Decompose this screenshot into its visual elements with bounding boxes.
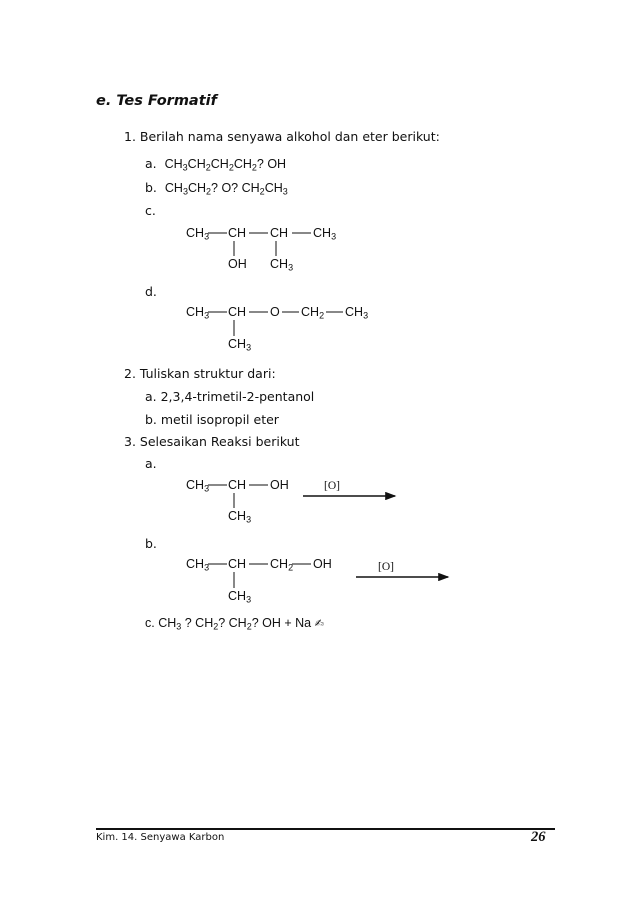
q3a-reagent: [O] xyxy=(324,480,340,492)
q2b-text: b. metil isopropil eter xyxy=(145,412,279,427)
q1a-chem: $CH_3CH_2CH_2CH_2$? OH xyxy=(164,157,287,173)
q3b-ch2: $CH_2$ xyxy=(270,557,294,573)
q1d-ch: CH xyxy=(228,305,247,319)
q1b-label: b. xyxy=(145,180,157,195)
q3a-ch3-left: $CH_3$ xyxy=(186,478,210,494)
footer-rule xyxy=(96,828,555,830)
q1c-ch-2: CH xyxy=(270,226,289,240)
q3a-oh: OH xyxy=(270,478,289,492)
footer-chapter: Kim. 14. Senyawa Karbon xyxy=(96,832,225,843)
q3a-label: a. xyxy=(145,456,157,471)
q3b-ch3-branch: $CH_3$ xyxy=(228,589,252,605)
q3b-ch: CH xyxy=(228,557,247,571)
q1d-ch2: $CH_2$ xyxy=(301,305,325,321)
q1d-o: O xyxy=(270,305,280,319)
q3b-label: b. xyxy=(145,536,157,551)
question-1-text: 1. Berilah nama senyawa alkohol dan eter berikut: xyxy=(124,129,440,144)
q1c-ch3-right: $CH_3$ xyxy=(313,226,337,242)
q1c-ch3-branch: $CH_3$ xyxy=(270,257,294,273)
q1b-chem: $CH_3CH_2$? O? $CH_2CH_3$ xyxy=(164,181,288,197)
q2a-text: a. 2,3,4-trimetil-2-pentanol xyxy=(145,389,315,404)
q1d-ch3-left: $CH_3$ xyxy=(186,305,210,321)
q1d-ch3-right: $CH_3$ xyxy=(345,305,369,321)
q3a-ch3-branch: $CH_3$ xyxy=(228,509,252,525)
q3b-ch3-left: $CH_3$ xyxy=(186,557,210,573)
question-3-text: 3. Selesaikan Reaksi berikut xyxy=(124,434,300,449)
q1c-label: c. xyxy=(145,203,156,218)
q3b-oh: OH xyxy=(313,557,332,571)
q3a-ch: CH xyxy=(228,478,247,492)
writing-hand-icon: ✍ xyxy=(314,617,324,630)
question-2-text: 2. Tuliskan struktur dari: xyxy=(124,366,276,381)
q3c-formula: c. $CH_3$ ? $CH_2$? $CH_2$? OH + Na ✍ xyxy=(145,616,324,632)
page-number: 26 xyxy=(531,829,546,845)
q1c-oh: OH xyxy=(228,257,247,271)
q1c-ch3-left: $CH_3$ xyxy=(186,226,210,242)
q1a-label: a. xyxy=(145,156,157,171)
section-title: e. Tes Formatif xyxy=(96,93,217,109)
q3b-reagent: [O] xyxy=(378,561,394,573)
q1d-label: d. xyxy=(145,284,157,299)
q1c-ch-1: CH xyxy=(228,226,247,240)
q1d-ch3-branch: $CH_3$ xyxy=(228,337,252,353)
